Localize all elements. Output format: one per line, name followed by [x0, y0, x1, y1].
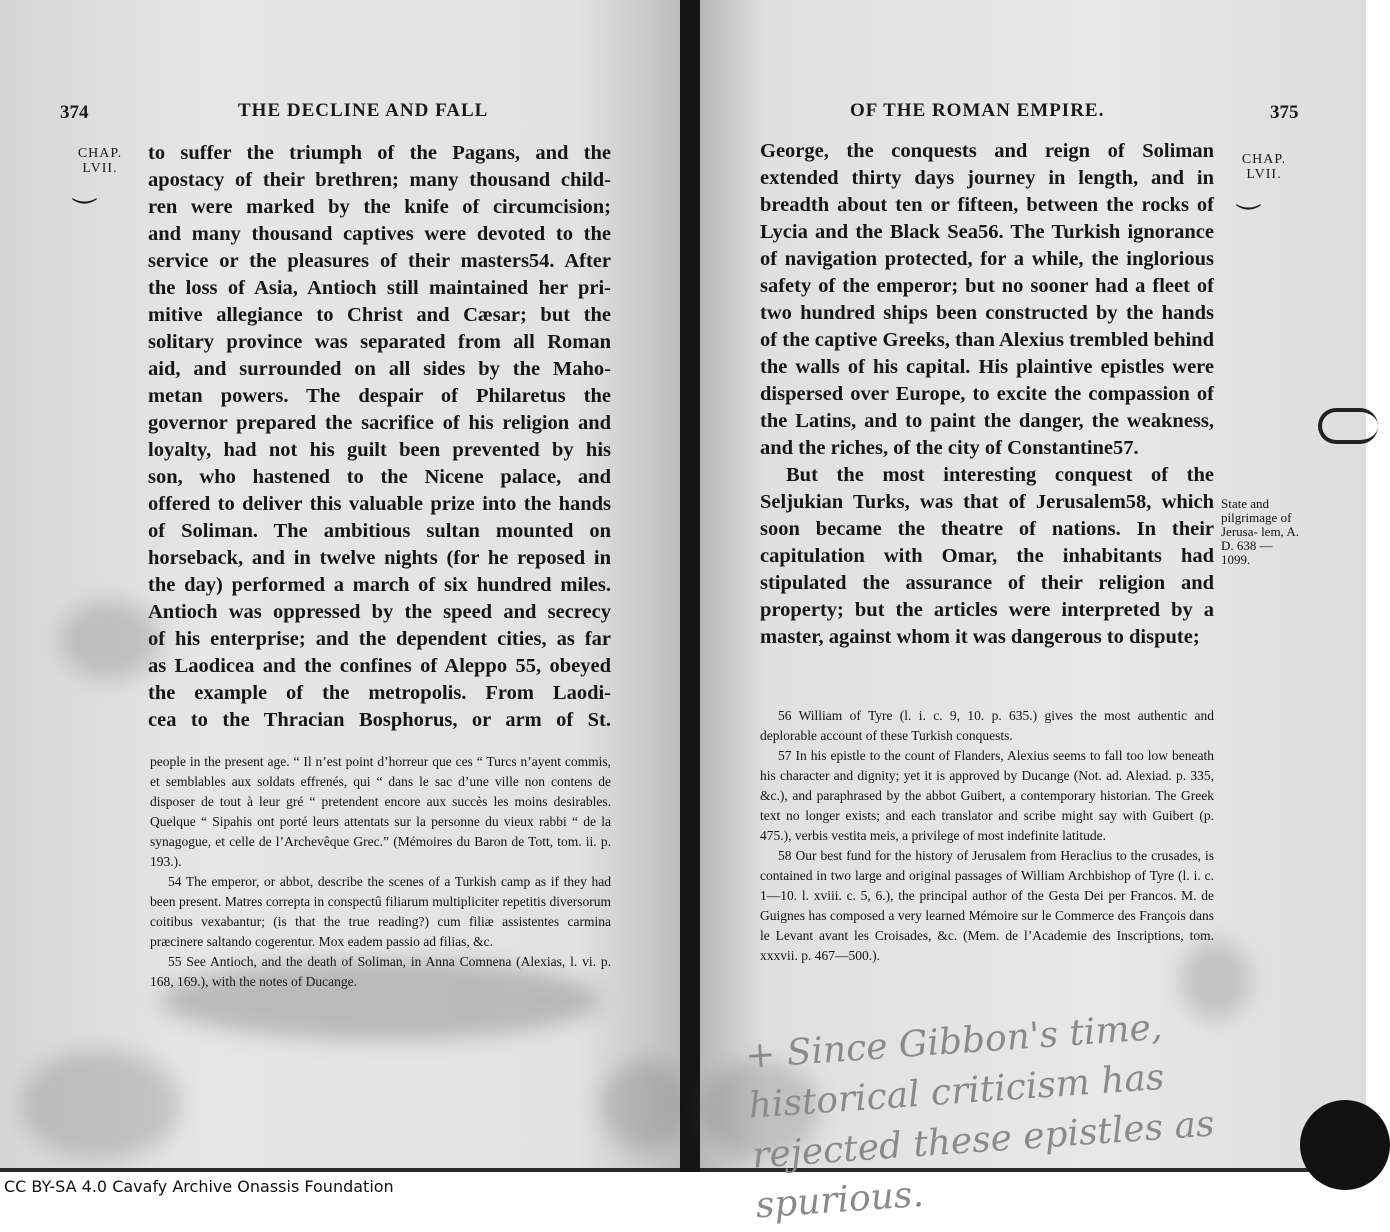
footnote-57: 57 In his epistle to the count of Flanders, Alexius seems to fall too low beneath his character and dignity; yet it is approved by Ducange (Not. ad. Alexiad. p. 335, &c.), and paraphrased by the abbot Guibert, a contemporary historian. The Greek text no longer exists; and each translator and scribe might say with Guibert (p. 475.), verbis vestita meis, a privilege of most indefinite latitude. [760, 748, 1214, 843]
handwritten-annotation: + Since Gibbon's time, historical criticism has rejected these epistles as spurious. [743, 1006, 1216, 1227]
left-body-line: son, who hastened to the Nicene palace, and [148, 466, 611, 488]
gutter [680, 0, 700, 1172]
left-footnote-continued: people in the present age. “ Il n’est point d’horreur que ces “ Turcs n’ayent commis, et semblables aux soldats effrenés, qui “ dans le sac d’une ville non contens de disposer de tout à leur gré “ pretendent encore aux succès les moins desirables. Quelque “ Sipahis ont porté leurs attentats sur la personne du vieux rabbi “ de la synagogue, et celle de l’Archevêque Grec.” (Mémoires du Baron de Tott, tom. ii. p. 193.). [150, 754, 611, 869]
left-body-line: metan powers. The despair of Philaretus the [148, 385, 611, 407]
left-body-line: aid, and surrounded on all sides by the Maho- [148, 358, 611, 380]
left-body-line: to suffer the triumph of the Pagans, and the [148, 142, 611, 164]
left-body-line: solitary province was separated from all Roman [148, 331, 611, 353]
right-margin-note: State and pilgrimage of Jerusa- lem, A. D. 638 —1099. [1221, 496, 1299, 567]
left-body-line: governor prepared the sacrifice of his religion and [148, 412, 611, 434]
left-body-text [148, 140, 611, 734]
left-page-number: 374 [60, 102, 89, 123]
right-paragraph-1: George, the conquests and reign of Soliman extended thirty days journey in length, and in breadth about ten or fifteen, between the rocks of Lycia and the Black Sea56. The Turkish ignorance of navigation protected, for a while, the inglorious safety of the emperor; but no sooner had a fleet of two hundred ships been constructed by the hands of the captive Greeks, than Alexius trembled behind the walls of his capital. His plaintive epistles were dispersed over Europe, to excite the compassion of the Latins, and to paint the danger, the weakness, and the riches, of the city of Constantine57. [760, 140, 1214, 459]
footnote-56: 56 William of Tyre (l. i. c. 9, 10. p. 635.) gives the most authentic and deplorable account of these Turkish conquests. [760, 708, 1214, 743]
left-body-line: loyalty, had not his guilt been prevented by his [148, 439, 611, 461]
right-body-text [760, 138, 1214, 651]
right-page [700, 0, 1366, 1168]
left-body-line: as Laodicea and the confines of Aleppo 55, obeyed [148, 655, 611, 677]
right-chapter-mark: CHAP. LVII. [1241, 152, 1287, 182]
footnote-58: 58 Our best fund for the history of Jerusalem from Heraclius to the crusades, is contained in two large and original passages of William Archbishop of Tyre (l. i. c. 1—10. l. xviii. c. 5, 6.), the principal author of the Gesta Dei per Francos. M. de Guignes has composed a very learned Mémoire sur le Commerce des François dans le Levant avant les Croisades, &c. (Mem. de l’Academie des Inscriptions, tom. xxxvii. p. 467—500.). [760, 848, 1214, 963]
left-page [0, 0, 680, 1168]
left-body-line: of his enterprise; and the dependent cities, as far [148, 628, 611, 650]
left-brace-icon: ⏝ [72, 173, 97, 202]
left-body-line: ren were marked by the knife of circumcision; [148, 196, 611, 218]
left-footnotes [150, 752, 611, 992]
left-body-line: offered to deliver this valuable prize into the hands [148, 493, 611, 515]
right-page-number: 375 [1270, 102, 1299, 123]
left-body-line: mitive allegiance to Christ and Cæsar; but the [148, 304, 611, 326]
left-body-line: cea to the Thracian Bosphorus, or arm of St. [148, 709, 611, 731]
left-running-head: THE DECLINE AND FALL [238, 100, 489, 121]
left-body-line: and many thousand captives were devoted to the [148, 223, 611, 245]
left-body-line: service or the pleasures of their masters54. After [148, 250, 611, 272]
left-body-line: the example of the metropolis. From Laodi- [148, 682, 611, 704]
right-footnotes [760, 706, 1214, 966]
credit-line: CC BY-SA 4.0 Cavafy Archive Onassis Foundation [4, 1177, 394, 1196]
right-paragraph-2: But the most interesting conquest of the Seljukian Turks, was that of Jerusalem58, which soon became the theatre of nations. In their capitulation with Omar, the inhabitants had stipulated the assurance of their religion and property; but the articles were interpreted by a master, against whom it was dangerous to dispute; [760, 464, 1214, 648]
footnote-54: 54 The emperor, or abbot, describe the scenes of a Turkish camp as if they had been present. Matres correpta in conspectû filiarum multipliciter repetitis diversorum coitibus vexabantur; (is that the true reading?) cum filiæ assistentes carmina præcinere saltando cogerentur. Mox eadem passio ad filias, &c. [150, 874, 611, 949]
left-body-line: the loss of Asia, Antioch still maintained her pri- [148, 277, 611, 299]
left-body-line: apostacy of their brethren; many thousand child- [148, 169, 611, 191]
left-body-line: of Soliman. The ambitious sultan mounted on [148, 520, 611, 542]
left-chapter-mark: CHAP. LVII. [77, 146, 123, 176]
right-running-head: OF THE ROMAN EMPIRE. [850, 100, 1105, 121]
right-brace-icon: ⏝ [1236, 179, 1261, 208]
page-corner-shadow [1300, 1100, 1390, 1190]
footnote-55: 55 See Antioch, and the death of Soliman, in Anna Comnena (Alexias, l. vi. p. 168, 169.), with the notes of Ducange. [150, 954, 611, 989]
left-body-line: Antioch was oppressed by the speed and secrecy [148, 601, 611, 623]
paperclip-icon [1318, 408, 1378, 444]
left-body-line: the day) performed a march of six hundred miles. [148, 574, 611, 596]
left-body-line: horseback, and in twelve nights (for he reposed in [148, 547, 611, 569]
